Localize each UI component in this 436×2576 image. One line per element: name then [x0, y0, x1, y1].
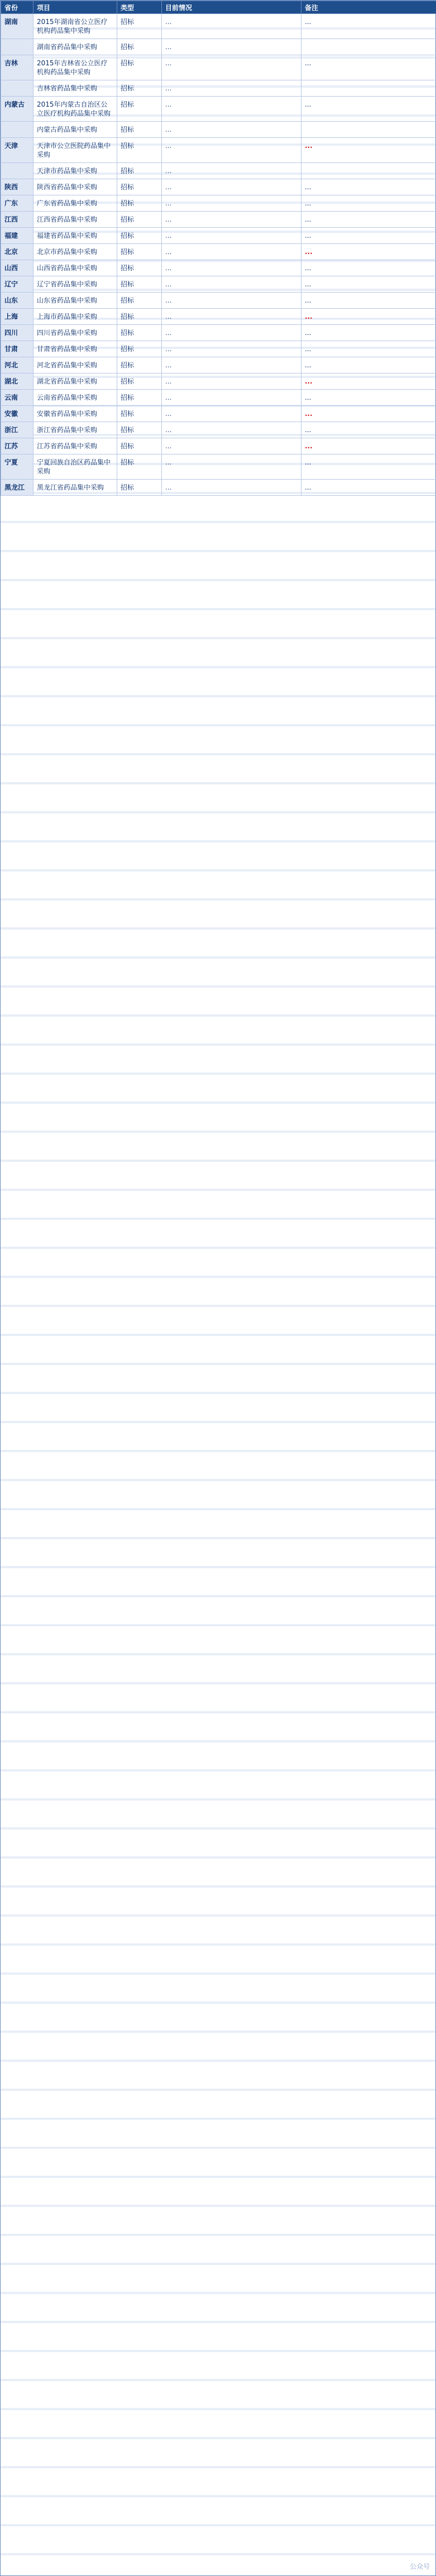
table-row — [1, 195, 436, 212]
cell-project: 河北省药品集中采购 — [33, 357, 117, 374]
cell-region: 黑龙江 — [1, 480, 33, 496]
cell-project: 江西省药品集中采购 — [33, 212, 117, 228]
cell-region: 内蒙古 — [1, 97, 33, 122]
cell-project: 吉林省药品集中采购 — [33, 80, 117, 97]
cell-notes: ... — [301, 325, 436, 341]
cell-project: 浙江省药品集中采购 — [33, 422, 117, 438]
cell-type: 招标 — [117, 212, 162, 228]
cell-progress: ... — [162, 480, 301, 496]
cell-region: 浙江 — [1, 422, 33, 438]
table-row — [1, 179, 436, 195]
cell-project: 湖北省药品集中采购 — [33, 374, 117, 390]
cell-notes: ... — [301, 179, 436, 195]
cell-project: 辽宁省药品集中采购 — [33, 276, 117, 293]
cell-notes: ... — [301, 357, 436, 374]
cell-type: 招标 — [117, 80, 162, 97]
cell-progress: ... — [162, 122, 301, 138]
cell-project: 甘肃省药品集中采购 — [33, 341, 117, 357]
cell-type: 招标 — [117, 438, 162, 454]
table-row — [1, 390, 436, 406]
cell-notes: ... — [301, 138, 436, 163]
cell-region: 上海 — [1, 309, 33, 325]
cell-notes: ... — [301, 374, 436, 390]
cell-notes: ... — [301, 293, 436, 309]
cell-region: 江西 — [1, 212, 33, 228]
cell-type: 招标 — [117, 309, 162, 325]
cell-notes: ... — [301, 195, 436, 212]
cell-region: 安徽 — [1, 406, 33, 422]
cell-notes: ... — [301, 480, 436, 496]
cell-region: 北京 — [1, 244, 33, 260]
cell-type: 招标 — [117, 422, 162, 438]
cell-notes: ... — [301, 390, 436, 406]
cell-progress: ... — [162, 39, 301, 55]
cell-region: 吉林 — [1, 55, 33, 80]
table-row — [1, 228, 436, 244]
cell-type: 招标 — [117, 357, 162, 374]
cell-type: 招标 — [117, 39, 162, 55]
cell-progress: ... — [162, 390, 301, 406]
header-notes: 备注 — [301, 1, 436, 14]
cell-progress: ... — [162, 195, 301, 212]
cell-progress: ... — [162, 14, 301, 39]
cell-progress: ... — [162, 55, 301, 80]
cell-region: 甘肃 — [1, 341, 33, 357]
cell-region — [1, 122, 33, 138]
header-region: 省份 — [1, 1, 33, 14]
cell-region: 广东 — [1, 195, 33, 212]
cell-progress: ... — [162, 260, 301, 276]
cell-project: 陕西省药品集中采购 — [33, 179, 117, 195]
table-row — [1, 14, 436, 39]
cell-type: 招标 — [117, 195, 162, 212]
cell-progress: ... — [162, 374, 301, 390]
cell-project: 江苏省药品集中采购 — [33, 438, 117, 454]
cell-region: 山东 — [1, 293, 33, 309]
table-row — [1, 438, 436, 454]
cell-notes — [301, 39, 436, 55]
cell-type: 招标 — [117, 55, 162, 80]
cell-type: 招标 — [117, 480, 162, 496]
cell-region: 河北 — [1, 357, 33, 374]
cell-region: 湖南 — [1, 14, 33, 39]
cell-project: 宁夏回族自治区药品集中采购 — [33, 454, 117, 480]
cell-project: 2015年吉林省公立医疗机构药品集中采购 — [33, 55, 117, 80]
cell-project: 四川省药品集中采购 — [33, 325, 117, 341]
table-row — [1, 80, 436, 97]
cell-type: 招标 — [117, 293, 162, 309]
cell-progress: ... — [162, 438, 301, 454]
cell-progress: ... — [162, 309, 301, 325]
cell-notes: ... — [301, 55, 436, 80]
cell-type: 招标 — [117, 138, 162, 163]
cell-progress: ... — [162, 293, 301, 309]
cell-notes: ... — [301, 341, 436, 357]
table-row — [1, 260, 436, 276]
cell-progress: ... — [162, 244, 301, 260]
table-row — [1, 138, 436, 163]
cell-progress: ... — [162, 212, 301, 228]
cell-project: 黑龙江省药品集中采购 — [33, 480, 117, 496]
cell-notes: ... — [301, 228, 436, 244]
cell-notes: ... — [301, 212, 436, 228]
table-row — [1, 244, 436, 260]
cell-project: 天津市药品集中采购 — [33, 163, 117, 179]
cell-progress: ... — [162, 422, 301, 438]
cell-type: 招标 — [117, 374, 162, 390]
cell-progress: ... — [162, 357, 301, 374]
cell-type: 招标 — [117, 14, 162, 39]
table-row — [1, 454, 436, 480]
header-project: 项目 — [33, 1, 117, 14]
cell-notes: ... — [301, 260, 436, 276]
cell-type: 招标 — [117, 276, 162, 293]
cell-region: 陕西 — [1, 179, 33, 195]
cell-type: 招标 — [117, 406, 162, 422]
cell-notes: ... — [301, 422, 436, 438]
cell-region: 湖北 — [1, 374, 33, 390]
cell-project: 内蒙古药品集中采购 — [33, 122, 117, 138]
cell-type: 招标 — [117, 228, 162, 244]
cell-type: 招标 — [117, 163, 162, 179]
cell-type: 招标 — [117, 97, 162, 122]
cell-progress: ... — [162, 341, 301, 357]
cell-type: 招标 — [117, 454, 162, 480]
cell-region: 辽宁 — [1, 276, 33, 293]
table-row — [1, 97, 436, 122]
header-type: 类型 — [117, 1, 162, 14]
cell-type: 招标 — [117, 341, 162, 357]
table-row — [1, 163, 436, 179]
cell-progress: ... — [162, 97, 301, 122]
cell-type: 招标 — [117, 244, 162, 260]
cell-progress: ... — [162, 179, 301, 195]
cell-region: 天津 — [1, 138, 33, 163]
cell-project: 山西省药品集中采购 — [33, 260, 117, 276]
table-row — [1, 122, 436, 138]
table-row — [1, 341, 436, 357]
cell-project: 湖南省药品集中采购 — [33, 39, 117, 55]
cell-type: 招标 — [117, 179, 162, 195]
cell-notes: ... — [301, 406, 436, 422]
cell-type: 招标 — [117, 390, 162, 406]
table-body — [1, 14, 436, 496]
cell-notes: ... — [301, 276, 436, 293]
table-row — [1, 357, 436, 374]
cell-notes — [301, 80, 436, 97]
cell-project: 2015年湖南省公立医疗机构药品集中采购 — [33, 14, 117, 39]
table-header-row — [1, 1, 436, 14]
cell-type: 招标 — [117, 325, 162, 341]
cell-progress: ... — [162, 80, 301, 97]
cell-progress: ... — [162, 228, 301, 244]
cell-notes: ... — [301, 454, 436, 480]
cell-project: 上海市药品集中采购 — [33, 309, 117, 325]
cell-notes: ... — [301, 97, 436, 122]
cell-region: 福建 — [1, 228, 33, 244]
cell-region: 山西 — [1, 260, 33, 276]
cell-project: 北京市药品集中采购 — [33, 244, 117, 260]
header-progress: 目前情况 — [162, 1, 301, 14]
cell-notes: ... — [301, 14, 436, 39]
cell-region: 四川 — [1, 325, 33, 341]
cell-notes — [301, 163, 436, 179]
cell-project: 福建省药品集中采购 — [33, 228, 117, 244]
cell-region: 江苏 — [1, 438, 33, 454]
cell-project: 广东省药品集中采购 — [33, 195, 117, 212]
table-row — [1, 293, 436, 309]
table-row — [1, 406, 436, 422]
cell-progress: ... — [162, 454, 301, 480]
watermark: 公众号 — [409, 2563, 430, 2570]
cell-notes: ... — [301, 309, 436, 325]
table-row — [1, 480, 436, 496]
cell-project: 山东省药品集中采购 — [33, 293, 117, 309]
table-row — [1, 276, 436, 293]
cell-progress: ... — [162, 276, 301, 293]
table-row — [1, 374, 436, 390]
cell-notes: ... — [301, 244, 436, 260]
table-row — [1, 422, 436, 438]
cell-project: 云南省药品集中采购 — [33, 390, 117, 406]
table-row — [1, 309, 436, 325]
cell-region — [1, 163, 33, 179]
cell-notes — [301, 122, 436, 138]
table-row — [1, 55, 436, 80]
table-row — [1, 39, 436, 55]
cell-progress: ... — [162, 406, 301, 422]
cell-region — [1, 80, 33, 97]
table-row — [1, 325, 436, 341]
cell-region — [1, 39, 33, 55]
cell-project: 天津市公立医院药品集中采购 — [33, 138, 117, 163]
procurement-table — [1, 1, 436, 496]
cell-region: 宁夏 — [1, 454, 33, 480]
cell-progress: ... — [162, 163, 301, 179]
cell-progress: ... — [162, 138, 301, 163]
cell-type: 招标 — [117, 260, 162, 276]
cell-type: 招标 — [117, 122, 162, 138]
cell-project: 安徽省药品集中采购 — [33, 406, 117, 422]
cell-progress: ... — [162, 325, 301, 341]
cell-project: 2015年内蒙古自治区公立医疗机构药品集中采购 — [33, 97, 117, 122]
cell-region: 云南 — [1, 390, 33, 406]
cell-notes: ... — [301, 438, 436, 454]
table-row — [1, 212, 436, 228]
